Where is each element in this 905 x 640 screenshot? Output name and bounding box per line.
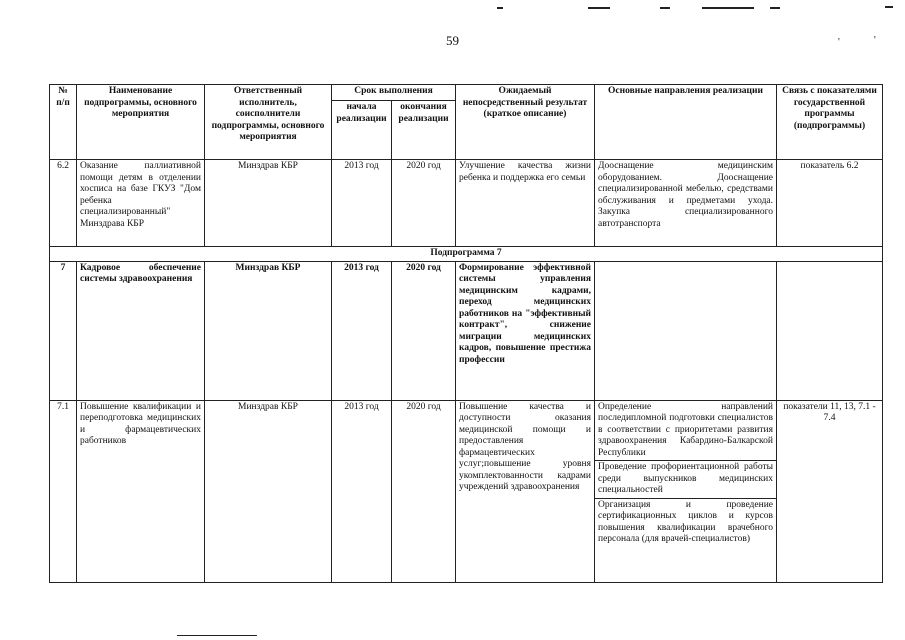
row-directions <box>595 400 777 582</box>
scan-mark <box>497 7 503 9</box>
header-link: Связь с показателями государственной программы (подпрограммы) <box>777 85 883 160</box>
page-number: 59 <box>446 33 459 48</box>
table-row <box>50 261 883 400</box>
scan-mark <box>885 6 893 8</box>
row-num: 6.2 <box>50 160 77 247</box>
direction-item: Проведение профориентационной работы среди выпускников медицинских специальностей <box>595 461 776 499</box>
row-result: Повышение качества и доступности оказания медицинской помощи и предоставления фармацевтических услуг;повышение уровня укомплектованности кадрами учреждений здравоохранения <box>456 400 595 582</box>
header-num: № п/п <box>50 85 77 160</box>
row-directions <box>595 261 777 400</box>
header-name: Наименование подпрограммы, основного мероприятия <box>77 85 205 160</box>
row-link: показатели 11, 13, 7.1 - 7.4 <box>777 400 883 582</box>
row-name: Кадровое обеспечение системы здравоохранения <box>77 261 205 400</box>
header-result: Ожидаемый непосредственный результат (краткое описание) <box>456 85 595 160</box>
table-row <box>50 400 883 582</box>
row-responsible: Минздрав КБР <box>205 400 332 582</box>
row-result: Формирование эффективной системы управления медицинским кадрами, переход медицинских работников на "эффективный контракт", снижение миграции медицинских кадров, повышение престижа профессии <box>456 261 595 400</box>
scan-dot: ' <box>874 35 876 46</box>
direction-item: Организация и проведение сертификационных циклов и курсов повышения квалификации врачебного персонала (для врачей-специалистов) <box>598 499 773 544</box>
scan-mark <box>588 7 610 9</box>
row-start: 2013 год <box>332 400 392 582</box>
scan-mark <box>702 7 754 9</box>
row-num: 7.1 <box>50 400 77 582</box>
row-directions: Дооснащение медицинским оборудованием. Дооснащение специализированной мебелью, средствами обслуживания и предметами ухода. Закупка специализированного автотранспорта <box>595 160 777 247</box>
row-link: показатель 6.2 <box>777 160 883 247</box>
header-directions: Основные направления реализации <box>595 85 777 160</box>
row-start: 2013 год <box>332 261 392 400</box>
row-num: 7 <box>50 261 77 400</box>
scan-mark <box>660 7 670 9</box>
row-result: Улучшение качества жизни ребенка и поддержка его семьи <box>456 160 595 247</box>
header-start: начала реализации <box>332 101 392 160</box>
scan-mark <box>177 635 257 636</box>
row-end: 2020 год <box>392 400 456 582</box>
header-responsible: Ответственный исполнитель, соисполнители подпрограммы, основного мероприятия <box>205 85 332 160</box>
subprogram-title: Подпрограмма 7 <box>50 247 883 262</box>
header-row <box>50 85 883 101</box>
header-end: окончания реализации <box>392 101 456 160</box>
row-responsible: Минздрав КБР <box>205 160 332 247</box>
scan-dot: ' <box>838 37 840 48</box>
table-row <box>50 160 883 247</box>
scan-mark <box>770 7 780 9</box>
row-name: Оказание паллиативной помощи детям в отделении хосписа на базе ГКУЗ "Дом ребенка специализированный" Минздрава КБР <box>77 160 205 247</box>
row-responsible: Минздрав КБР <box>205 261 332 400</box>
direction-item: Определение направлений последипломной подготовки специалистов в соответствии с приоритетами развития здравоохранения Кабардино-Балкарской Республики <box>595 401 776 462</box>
row-start: 2013 год <box>332 160 392 247</box>
header-period: Срок выполнения <box>332 85 456 101</box>
row-link <box>777 261 883 400</box>
row-end: 2020 год <box>392 261 456 400</box>
program-table <box>49 84 883 583</box>
subprogram-row <box>50 247 883 262</box>
row-end: 2020 год <box>392 160 456 247</box>
row-name: Повышение квалификации и переподготовка медицинских и фармацевтических работников <box>77 400 205 582</box>
